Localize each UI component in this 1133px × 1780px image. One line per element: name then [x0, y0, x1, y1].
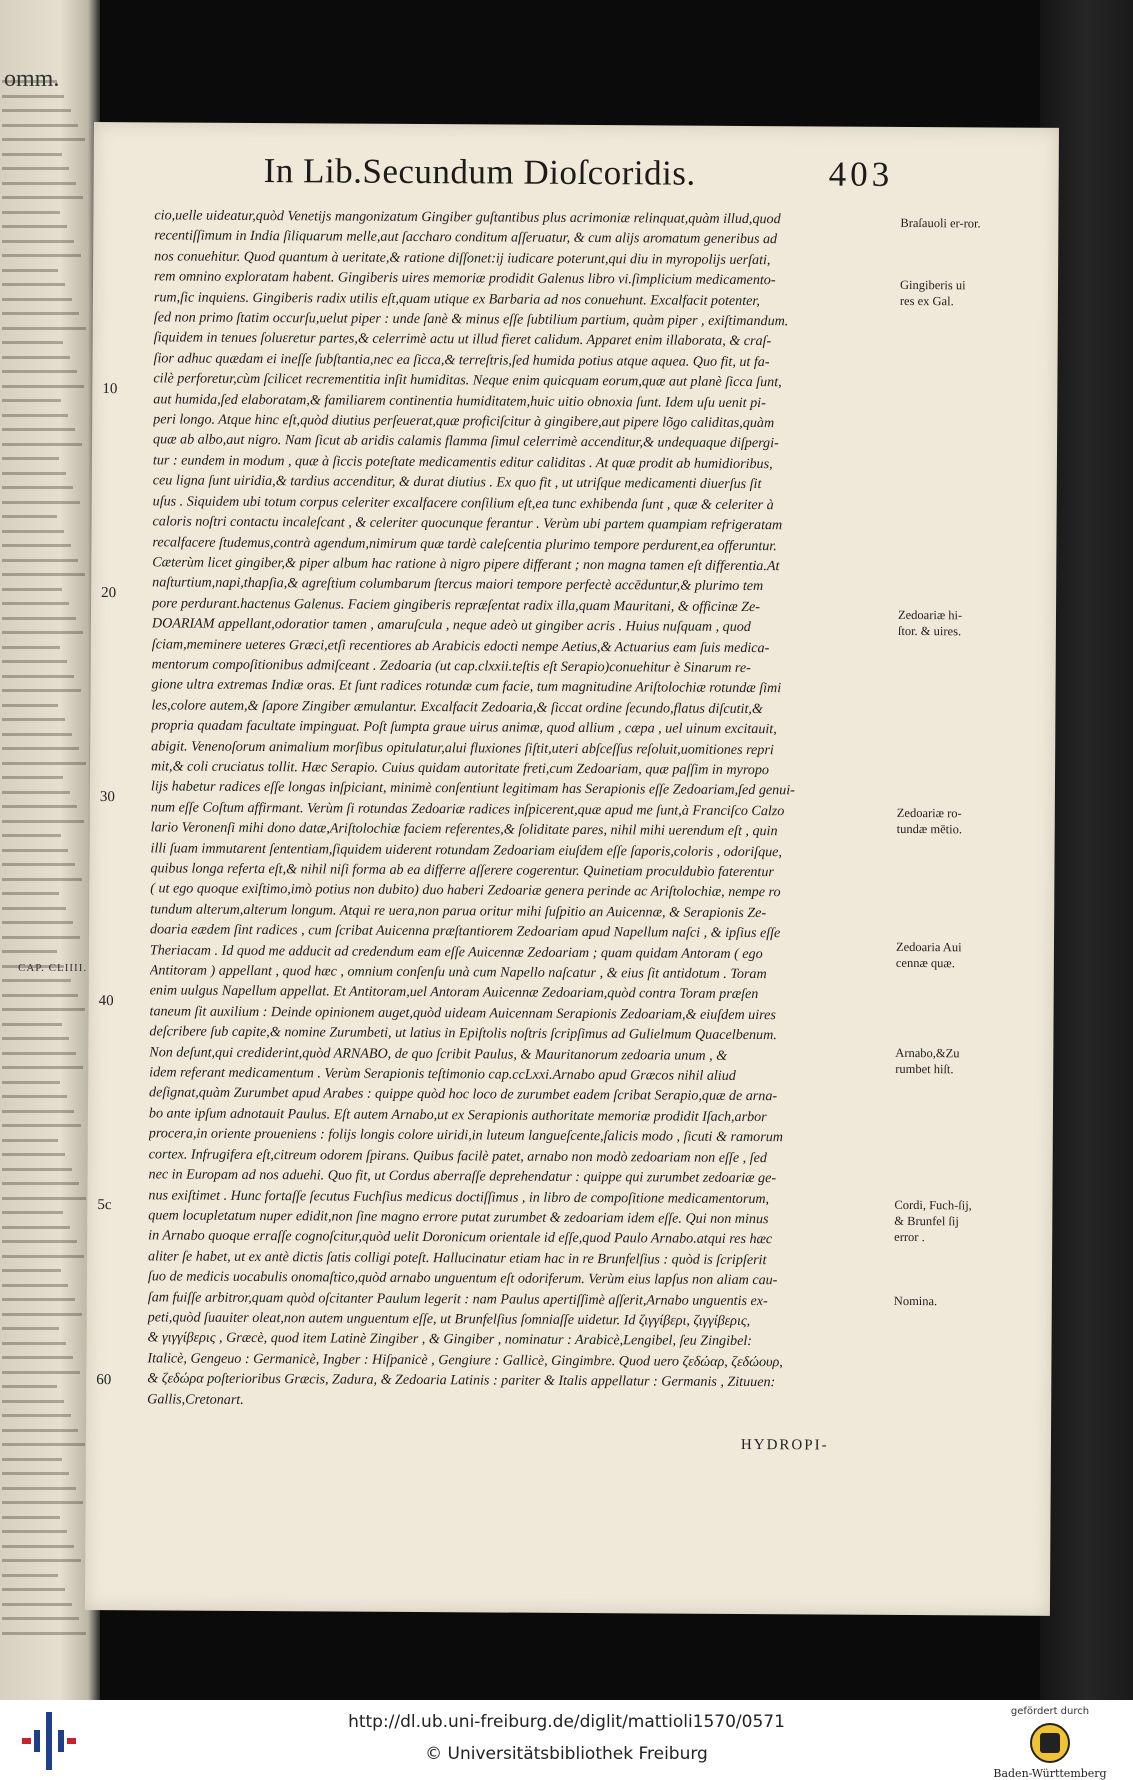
- text-line: uſus . Siquidem ubi totum corpus celeriter excalfacere conſilium eſt,ea tunc exhibenda ſunt , quæ & celeriter à: [152, 493, 774, 513]
- book-page: [85, 122, 1059, 1616]
- facing-page-line: [2, 1501, 83, 1504]
- facing-page-line: [2, 501, 80, 504]
- line-number: 20: [101, 585, 117, 602]
- facing-page-line: [2, 1095, 67, 1098]
- text-line: & ζεδώρα poſterioribus Græcis, Zadura, & Zedoaria Latinis : pariter & Italis appellatur : Germanis , Zituuen:: [147, 1370, 776, 1391]
- text-line: idem referant medicamentum . Verùm Serapionis teſtimonio cap.ccLxxi.Arnabo apud Græcos nihil aliud: [149, 1064, 736, 1085]
- line-number: 10: [102, 381, 118, 398]
- facing-page-line: [2, 718, 65, 721]
- text-line: quem locupletatum nuper edidit,non ſine magno errore putat zurumbet & zedoariam idem eſſe. Qui non minus: [148, 1207, 769, 1228]
- margin-note: Zedoaria Aui cennæ quæ.: [895, 939, 962, 971]
- text-line: recalfacere ſtudemus,contrà agendum,nimirum quæ tardè caleſcentia plurimo tempore perdurent,ea offeruntur.: [152, 533, 777, 554]
- facing-page-line: [2, 1124, 81, 1127]
- text-line: & γιγγίβερις , Græcè, quod item Latinè Zingiber , & Gingiber , nominatur : Arabicè,Lengibel, ſeu Zingibel:: [147, 1329, 753, 1350]
- facing-page-line: [2, 138, 85, 141]
- facing-page-fragment: omm.: [4, 66, 60, 92]
- facing-page-line: [2, 863, 75, 866]
- facing-page-line: [2, 820, 84, 823]
- catchword: HYDROPI-: [740, 1436, 829, 1454]
- facing-page-line: [2, 617, 76, 620]
- margin-note: Cordi, Fuch-ſij, & Brunfel ſij error .: [894, 1197, 972, 1245]
- facing-page-line: [2, 660, 67, 663]
- facing-page-line: [2, 1110, 74, 1113]
- facing-page-line: [2, 762, 86, 765]
- text-line: quæ ab albo,aut nigro. Nam ſicut ab aridis calamis flamma ſimul celerrimè accenditur,& undequaque diſpergi-: [153, 431, 779, 452]
- text-line: aut humida,ſed elaboratam,& familiarem continentia humiditatem,huic uitio obnoxia ſunt. Idem uſu uenit pi-: [153, 391, 766, 411]
- facing-page-line: [2, 341, 63, 344]
- facing-page-line: [2, 1037, 69, 1040]
- facing-page-line: [2, 1414, 71, 1417]
- text-line: bo ante ipſum adnotauit Paulus. Eſt autem Arnabo,ut ex Serapionis authoritate memoriæ prodidit Iſach,arbor: [148, 1105, 767, 1126]
- facing-page-line: [2, 1284, 68, 1287]
- margin-note: Gingiberis ui res ex Gal.: [899, 277, 966, 309]
- text-line: aliter ſe habet, ut ex antè dictis ſatis colligi poteſt. Hallucinatur etiam hac in re Brunfelſius : quòd is ſcripſerit: [148, 1248, 767, 1268]
- text-line: Antitoram ) appellant , quod hæc , omnium conſenſu unà cum Napello naſcatur , & eius ſit antidotum . Toram: [149, 962, 767, 983]
- facing-page-text-lines: [2, 80, 88, 1646]
- facing-page-line: [2, 182, 76, 185]
- facing-page-line: [2, 1139, 58, 1142]
- text-line: ſiquidem in tenues ſoluεretur partes,& celerrimè actu ut illud fieret calidum. Apparet enim illaborata, & craſ-: [153, 329, 772, 350]
- facing-page-line: [2, 1023, 62, 1026]
- text-line: deſignat,quàm Zurumbet apud Arabes : quippe quòd hoc loco de zurumbet eadem ſcribat Serapio,quæ de arna-: [149, 1084, 778, 1105]
- facing-page-line: [2, 805, 77, 808]
- facing-page-line: [2, 907, 66, 910]
- body-text: [147, 205, 894, 1413]
- text-line: peri longo. Atque hinc eſt,quòd diutius perſeuerat,quæ proficiſcitur à gingibere,aut pipere lõgo caliditas,quàm: [153, 411, 775, 432]
- facing-page-line: [2, 559, 78, 562]
- text-line: illi ſuam immutarent ſententiam,ſiquidem uiderent rotundam Zedoariam eiuſdem eſſe ſaporis,coloris , odoriſque,: [150, 839, 783, 860]
- line-number: 40: [98, 993, 114, 1010]
- facing-page-line: [2, 849, 68, 852]
- facing-page-line: [2, 1559, 81, 1562]
- facing-page-line: [2, 1313, 82, 1316]
- facing-page-line: [2, 979, 71, 982]
- facing-page-line: [2, 1574, 58, 1577]
- sponsor-name: Baden-Württemberg: [993, 1767, 1107, 1780]
- facing-page-line: [2, 950, 57, 953]
- facing-page-line: [2, 1197, 86, 1200]
- running-head: In Lib.Secundum Dioſcoridis.: [263, 151, 696, 193]
- facing-page-line: [2, 1371, 80, 1374]
- facing-page-line: [2, 878, 82, 881]
- facing-page-line: [2, 428, 75, 431]
- facing-page-line: [2, 689, 81, 692]
- facing-page-line: [2, 1298, 75, 1301]
- text-line: peti,quòd ſuauiter oleat,non autem unguentum eſſe, ut Brunfelſius ſomniaſſe uidetur. Id ζιγγίβερι, ζιγγίβερις,: [147, 1309, 751, 1329]
- facing-page-line: [2, 646, 60, 649]
- text-line: lario Veronenſi mihi dono datæ,Ariſtolochiæ faciem referentes,& ſoliditate pares, nihil mihi uerendum eſt , quin: [150, 819, 778, 840]
- facing-page-line: [2, 1516, 60, 1519]
- text-line: rem omnino exploratam habent. Gingiberis uires memoriæ prodidit Galenus libro vi.ſimplicium medicamento-: [154, 268, 776, 289]
- facing-page-line: [2, 530, 64, 533]
- text-line: Italicè, Gengeuo : Germanicè, Ingber : Hiſpanicè , Gengiure : Gallicè, Gingimbre. Quod uero ζεδώαρ, ζεδώουρ,: [147, 1350, 783, 1370]
- facing-page-line: [2, 1472, 69, 1475]
- text-line: tundum alterum,alterum longum. Atqui re uera,non parua oritur mihi ſuſpitio an Auicennæ, & Serapionis Ze-: [150, 901, 767, 921]
- facing-page-line: [2, 936, 80, 939]
- text-line: Cæterùm licet gingiber,& piper album hac ratione à nigro pipere differant ; non magna tamen eſt differentia.At: [152, 554, 780, 575]
- facing-page-line: [2, 1603, 72, 1606]
- facing-page-line: [2, 240, 74, 243]
- facing-page-line: [2, 834, 61, 837]
- facing-page-line: [2, 472, 66, 475]
- facing-page-line: [2, 892, 59, 895]
- facing-page-chapter: CAP. CLIIII.: [18, 962, 88, 974]
- facing-page-line: [2, 1240, 77, 1243]
- text-line: cortex. Infrugifera eſt,citreum odorem ſpirans. Quibus facilè patet, arnabo non modò zedoariam non eſſe , ſed: [148, 1146, 767, 1166]
- facing-page-line: [2, 385, 84, 388]
- line-number: 5c: [97, 1197, 112, 1214]
- text-line: gione ultra extremas Indiæ oras. Et ſunt radices rotundæ cum facie, tum magnitudine Ariſtolochiæ rotundæ ſimi: [151, 676, 782, 697]
- facing-page-line: [2, 1487, 76, 1490]
- facing-page-line: [2, 1545, 74, 1548]
- facing-page-line: [2, 1385, 57, 1388]
- facing-page-line: [2, 1052, 76, 1055]
- text-line: DOARIAM appellant,odoratior tamen , amaruſcula , neque adeò ut gingiber acris . Huius nuſquam , quod: [151, 615, 751, 636]
- facing-page-line: [2, 675, 74, 678]
- text-line: ſed non primo ſtatim occurſu,uelut piper : unde ſanè & minus eſſe ſubtilium partium, quàm piper , exiſtimandum.: [153, 309, 789, 330]
- facing-page-line: [2, 211, 60, 214]
- facing-page-line: [2, 733, 72, 736]
- facing-page-line: [2, 704, 58, 707]
- facing-page-line: [2, 776, 63, 779]
- facing-page-line: [2, 124, 78, 127]
- facing-page-line: [2, 1342, 66, 1345]
- facing-page-line: [2, 269, 58, 272]
- text-line: Gallis,Cretonart.: [147, 1390, 244, 1408]
- facing-page-line: [2, 1008, 85, 1011]
- facing-page-line: [2, 327, 86, 330]
- facing-page-line: [2, 80, 57, 83]
- facing-page-line: [2, 1530, 67, 1533]
- facing-page-line: [2, 1588, 65, 1591]
- text-line: mit,& coli cruciatus tollit. Hæc Serapio. Cuius quidam autoritate freti,cum Zedoariam, quæ paſſim in myropo: [151, 758, 769, 779]
- facing-page-line: [2, 443, 82, 446]
- sponsor-label: gefördert durch: [1010, 1706, 1090, 1717]
- facing-page-line: [2, 1443, 85, 1446]
- text-line: nos conuehitur. Quod quantum à ueritate,& ratione diſſonet:ij iudicare poterunt,qui diu in myropolijs uerſati,: [154, 248, 771, 268]
- facing-page-line: [2, 1182, 79, 1185]
- facing-page-line: [2, 1356, 73, 1359]
- facing-page-line: [2, 1458, 62, 1461]
- facing-page-line: [2, 1168, 72, 1171]
- facing-page-line: [2, 1211, 63, 1214]
- facing-page-line: [2, 1066, 83, 1069]
- text-line: propria quadam facultate impinguat. Poſt ſumpta graue uirus animæ, quod allium , cæpa , uel uinum excitauit,: [151, 717, 777, 738]
- text-line: les,colore autem,& ſapore Zingiber æmulantur. Excalfacit Zedoaria,& ſiccat ordine ſecundo,flatus diſcutit,&: [151, 697, 763, 717]
- facing-page-line: [2, 298, 72, 301]
- sponsor-block: [980, 1706, 1120, 1780]
- text-line: ſior adhuc quædam ei ineſſe ſubſtantia,nec ea ſicca,& terreſtris,ſed humida potius atque aquea. Quo fit, ut fa-: [153, 350, 770, 370]
- text-line: nec in Europam ad nos aduehi. Quo fit, ut Cordus aberraſſe deprehendatur : quippe qui zurumbet zedoariæ ge-: [148, 1166, 777, 1187]
- facing-page-line: [2, 515, 57, 518]
- facing-page-line: [2, 153, 62, 156]
- facing-page-line: [2, 457, 59, 460]
- facing-page-line: [2, 109, 71, 112]
- facing-page-line: [2, 544, 71, 547]
- facing-page-line: [2, 167, 69, 170]
- facing-page-line: [2, 994, 78, 997]
- text-line: cio,uelle uideatur,quòd Venetijs mangonizatum Gingiber guſtantibus plus acrimoniæ relinquat,quàm illud,quod: [154, 207, 781, 228]
- margin-note: Nomina.: [893, 1293, 938, 1309]
- text-line: rum,ſic inquiens. Gingiberis radix utilis eſt,quam utique ex Barbaria ad nos conuehunt. Excalfacit potenter,: [153, 288, 760, 309]
- facing-page-line: [2, 225, 67, 228]
- text-line: ( ut ego quoque exiſtimo,imò potius non dubito) duo haberi Zedoariæ genera perinde ac Ariſtolochiæ, nempe ro: [150, 880, 781, 901]
- facing-page-line: [2, 1327, 59, 1330]
- text-line: nus exiſtimet . Hunc fortaſſe ſecutus Fuchſius medicus doctiſſimus , in libro de compoſitione medicamentorum,: [148, 1186, 770, 1207]
- facing-page-line: [2, 573, 85, 576]
- text-line: tur : eundem in modum , quæ à ſiccis poteſtate medicamentis editur caliditas . At quæ prodit ab humidioribus,: [152, 452, 773, 473]
- facing-page-line: [2, 1255, 84, 1258]
- facing-page-line: [2, 283, 65, 286]
- facing-page-line: [2, 1400, 64, 1403]
- text-line: ceu ligna ſunt uiridia,& tardius accenditur, & durat diutius . Ex quo fit , ut utriſque medicamenti diuerſus ſit: [152, 472, 762, 493]
- margin-note: Arnabo,&Zu rumbet hiſt.: [895, 1045, 960, 1077]
- text-line: taneum ſit auxilium : Deinde opinionem auget,quòd uideam Auicennam Serapionis Zedoariam,& eiuſdem uires: [149, 1003, 776, 1024]
- facing-page-line: [2, 1632, 86, 1635]
- margin-note: Zedoariæ hi-ſtor. & uires.: [897, 607, 963, 639]
- facing-page-line: [2, 196, 83, 199]
- facing-page-line: [2, 95, 64, 98]
- facing-page-line: [2, 312, 79, 315]
- text-line: naſturtium,napi,thapſia,& agreſtium columbarum ſtercus maiori tempore perfectè accēduntur,& plurimo tem: [152, 574, 764, 595]
- text-line: in Arnabo quoque erraſſe cognoſcitur,quòd uelit Doronicum orientale id eſſe,quod Paulo Arnabo.atqui res hæc: [148, 1227, 773, 1248]
- facing-page-line: [2, 1429, 78, 1432]
- facing-page-line: [2, 1081, 60, 1084]
- text-line: num eſſe Coſtum affirmant. Verùm ſi rotundas Zedoariæ radices inſpicerent,quæ apud me ſunt,à Franciſco Calzo: [150, 799, 785, 820]
- facing-page-line: [2, 791, 70, 794]
- margin-note: Braſauoli er-ror.: [900, 215, 981, 231]
- viewer-footer: [0, 1700, 1133, 1780]
- margin-note: Zedoariæ ro-tundæ mētio.: [896, 805, 963, 837]
- text-line: quibus longa referta eſt,& nihil niſi forma ab ea differre aſſerere cogerentur. Quinetiam proculdubio faterentur: [150, 860, 774, 881]
- state-crest-icon: [1030, 1723, 1070, 1763]
- line-number: 30: [99, 789, 115, 806]
- page-number: 403: [828, 154, 894, 194]
- text-line: lijs habetur radices eſſe longas inſpiciant, minimè conſentiunt legitimam has Serapionis eſſe Zedoariam,ſed genui-: [150, 778, 795, 799]
- line-number: 60: [96, 1372, 112, 1389]
- facing-page-line: [2, 602, 69, 605]
- text-line: abigit. Venenoſorum animalium morſibus opitulatur,alui fluxiones ſiſtit,uteri abſceſſus reſoluit,uomitiones repri: [151, 737, 774, 758]
- text-line: ſciam,meminere ueteres Græci,etſi recentiores ab Arabicis edocti nempe Aetius,& Actuarius eam ſuis medica-: [151, 635, 770, 656]
- facing-page-line: [2, 921, 73, 924]
- text-line: deſcribere ſub capite,& nomine Zurumbeti, ut latius in Epiſtolis noſtris ſcripſimus ad Gulielmum Quacelbenum.: [149, 1023, 777, 1044]
- facing-page-line: [2, 356, 70, 359]
- text-line: ſam fuiſſe arbitror,quam quòd oſcitanter Paulum legerit : nam Paulus apertiſſimè aſſerit,Arnabo unguentis ex-: [147, 1288, 768, 1309]
- facing-page-line: [2, 254, 81, 257]
- facing-page-line: [2, 1617, 79, 1620]
- facing-page-line: [2, 486, 73, 489]
- facing-page-line: [2, 747, 79, 750]
- text-line: enim uulgus Napellum appellat. Et Antitoram,uel Antoram Auicennæ Zedoariam,quòd contra Toram præſen: [149, 982, 759, 1003]
- facing-page-line: [2, 1269, 61, 1272]
- permalink[interactable]: http://dl.ub.uni-freiburg.de/diglit/mattioli1570/0571: [348, 1712, 785, 1732]
- text-line: mentorum compoſitionibus admiſceant . Zedoaria (ut cap.clxxii.teſtis eſt Serapio)conuehitur è Sinarum re-: [151, 656, 751, 676]
- copyright: © Universitätsbibliothek Freiburg: [425, 1744, 708, 1764]
- facing-page-line: [2, 1153, 65, 1156]
- facing-page-line: [2, 588, 62, 591]
- facing-page-line: [2, 1226, 70, 1229]
- text-line: Theriacam . Id quod me adducit ad credendum eam eſſe Auicennæ Zedoariam ; quam quidam Antoram ( ego: [149, 941, 763, 962]
- facing-page-line: [2, 414, 68, 417]
- text-line: cilè perforetur,cùm ſcilicet recrementitia inſit humiditas. Neque enim quicquam eorum,quæ aut planè ſicca ſunt,: [153, 370, 782, 391]
- text-line: procera,in oriente proueniens : folijs longis colore uiridi,in luteum langueſcente,ſalicis modo , ſicuti & ramorum: [148, 1125, 784, 1146]
- text-line: Non deſunt,qui crediderint,quòd ARNABO, de quo ſcribit Paulus, & Mauritanorum zedoaria unum , &: [149, 1044, 728, 1064]
- facing-page-line: [2, 631, 83, 634]
- text-line: pore perdurant.hactenus Galenus. Faciem gingiberis repræſentat radix illa,quam Mauritani, & officinæ Ze-: [152, 595, 761, 615]
- text-line: recentiſſimum in India ſiliquarum melle,aut ſaccharo conditum aſſeruatur, & cum alijs aromatum generibus ad: [154, 227, 778, 248]
- text-line: caloris noſtri contactu incaleſcant , & celeriter quocunque ferantur . Verùm ubi partem quampiam refrigeratam: [152, 513, 783, 534]
- facing-page-line: [2, 399, 61, 402]
- facing-page-line: [2, 370, 77, 373]
- text-line: doaria eædem ſint radices , cum ſcribat Auicenna præſtantiorem Zedoariam apud Napellum naſci , & ipſius eſſe: [150, 921, 781, 942]
- text-line: ſuo de medicis uocabulis onomaſtico,quòd arnabo unguentum eſt odoriferum. Verùm eius lapſus non aliam cau-: [147, 1268, 778, 1289]
